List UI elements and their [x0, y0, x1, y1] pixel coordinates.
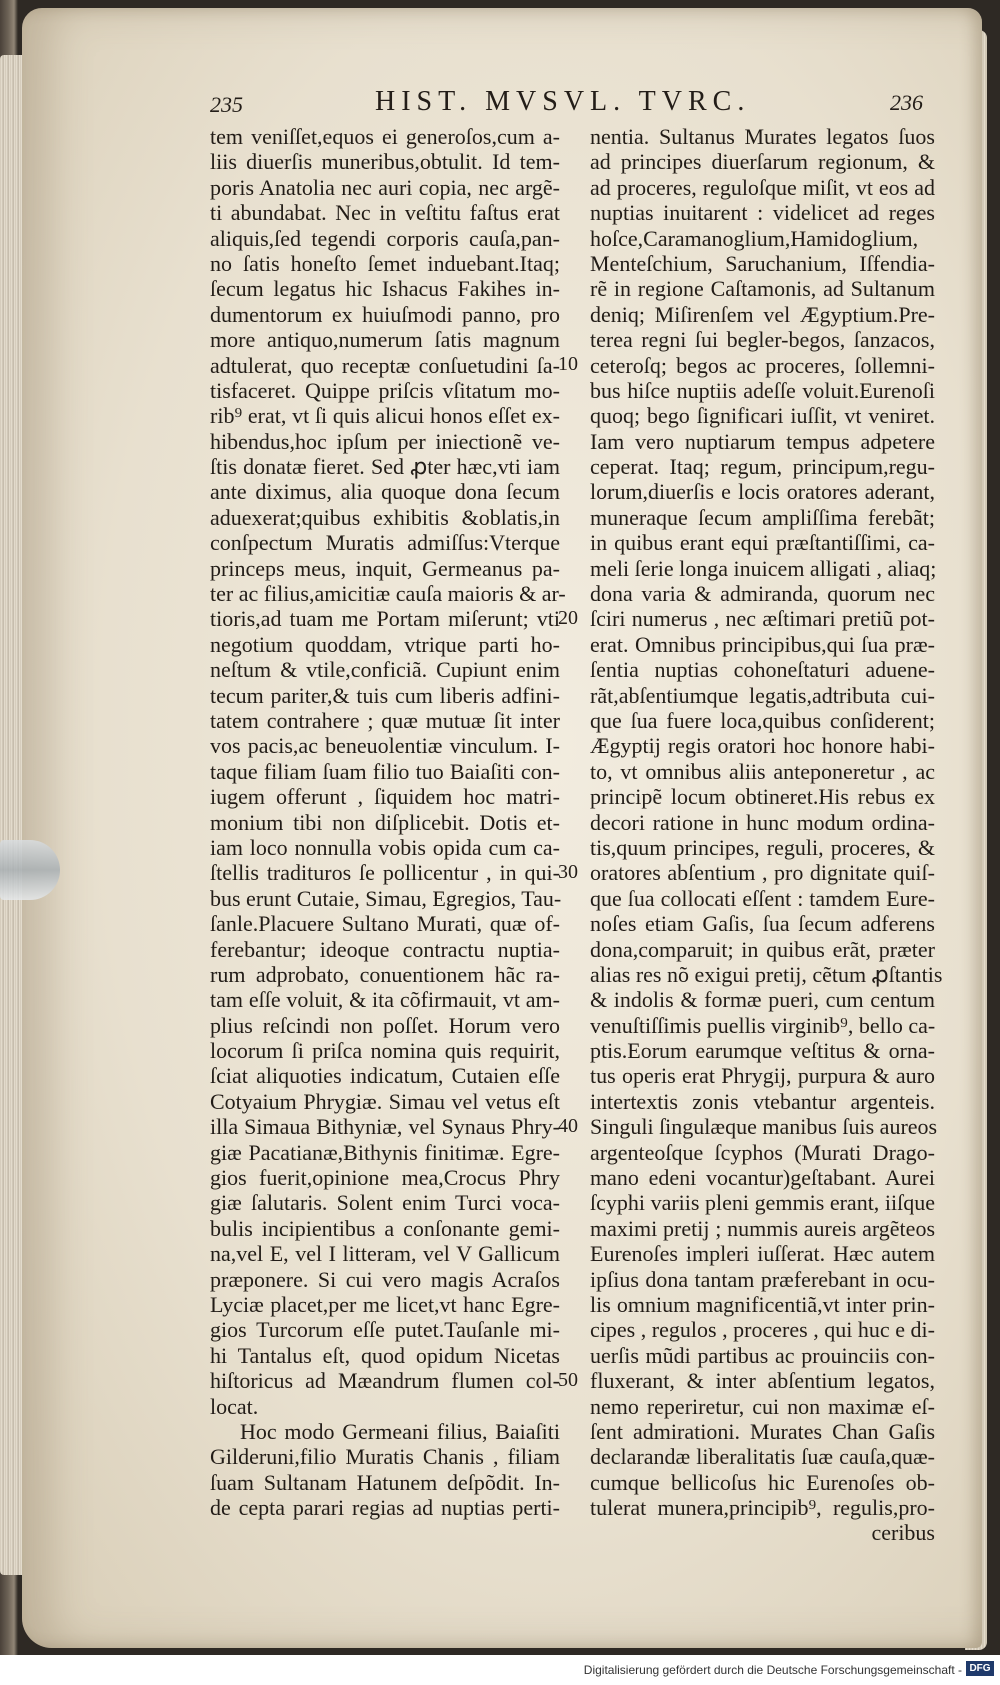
text-line: bus erunt Cutaie, Simau, Egregios, Tau- [210, 885, 562, 911]
text-line: ſtellis tradituros ſe pollicentur , in qui- [210, 860, 560, 886]
text-line: fluxerant, & inter abſentium legatos, [590, 1368, 935, 1394]
text-line: Lyciæ placet,per me licet,vt hanc Egre- [210, 1291, 560, 1317]
text-line: tem veniſſet,equos ei generoſos,cum a- [210, 124, 560, 149]
text-line: dona,comparuit; in quibus erãt, præter [590, 936, 935, 962]
text-line: alias res nõ exigui pretij, cẽtum ꝓſtantis [590, 961, 943, 987]
margin-line-number: 20 [558, 606, 578, 629]
text-line: Hoc modo Germeani filius, Baiaſiti [240, 1418, 560, 1444]
text-line: rib⁹ erat, vt ſi quis alicui honos eſſet ex- [210, 403, 560, 429]
text-line: præponere. Si cui vero magis Acraſos [210, 1266, 560, 1292]
text-line: erat. Omnibus principibus,qui ſua præ- [590, 631, 935, 657]
text-line: ſtis donatæ fieret. Sed ꝓter hæc,vti iam [210, 454, 560, 480]
text-line: in quibus erant equi præſtantiſſimi, ca- [590, 530, 935, 556]
text-line: conſpectum Muratis admiſſus:Vterque [210, 530, 560, 556]
text-line: rẽ in regione Caſtamonis, ad Sultanum [590, 276, 935, 302]
text-line: rum adprobato, conuentionem hãc ra- [210, 961, 560, 987]
text-line: tam eſſe voluit, & ita cõfirmauit, vt am- [210, 987, 560, 1013]
left-text-column [210, 124, 566, 1521]
text-line: neſtum & vtile,conficiã. Cupiunt enim [210, 657, 560, 683]
text-line: ceperat. Itaq; regum, principum,regu- [590, 454, 935, 480]
text-line: Iam vero nuptiarum tempus adpetere [590, 428, 935, 454]
margin-line-number: 10 [558, 352, 578, 375]
text-line: cipes , regulos , proceres , qui huc e di- [590, 1317, 935, 1343]
text-line: declarandæ liberalitatis ſuæ cauſa,quæ- [590, 1444, 935, 1470]
text-line: & indolis & formæ pueri, cum centum [590, 987, 935, 1013]
text-line: que ſua fuere loca,quibus conſiderent; [590, 707, 935, 733]
text-line: tisfaceret. Quippe priſcis vſitatum mo- [210, 377, 560, 403]
page-clip [0, 840, 60, 900]
margin-line-number: 30 [558, 860, 578, 883]
text-line: hibendus,hoc ipſum per iniectionẽ ve- [210, 428, 560, 454]
text-line: ceteroſq; begos ac proceres, ſollemni- [590, 352, 935, 378]
text-line: aliquis,ſed tegendi corporis cauſa,pan- [210, 225, 560, 251]
running-title: HIST. MVSVL. TVRC. [375, 86, 751, 117]
text-line: adtulerat, quo receptæ conſuetudini ſa- [210, 352, 560, 378]
text-line: liis diuerſis muneribus,obtulit. Id tem- [210, 149, 560, 175]
text-line: nuptias inuitarent : videlicet ad reges [590, 200, 935, 226]
text-line: ptis.Eorum earumque veſtitus & orna- [590, 1038, 935, 1064]
text-line: principẽ locum obtineret.His rebus ex [590, 784, 935, 810]
footer-bar [0, 1655, 1000, 1685]
text-line: quoq; bego ſignificari iuſſit, vt veniret. [590, 403, 935, 429]
text-line: hi Tantalus eſt, quod opidum Nicetas [210, 1342, 560, 1368]
text-line: hoſce,Caramanoglium,Hamidoglium, [590, 225, 919, 251]
text-line: bus hiſce nuptiis adeſſe voluit.Eurenoſi [590, 377, 935, 403]
text-line: na,vel E, vel I litteram, vel V Gallicum [210, 1241, 560, 1267]
text-line: negotium quoddam, vtrique parti ho- [210, 631, 560, 657]
text-line: gios Turcorum eſſe putet.Tauſanle mi- [210, 1317, 560, 1343]
text-line: Singuli ſingulæque manibus ſuis aureos [590, 1114, 938, 1140]
text-line: vos pacis,ac beneuolentiæ vinculum. I- [210, 733, 560, 759]
text-line: princeps meus, inquit, Germeanus pa- [210, 555, 560, 581]
text-line: no ſatis honeſto ſemet induebant.Itaq; [210, 250, 560, 276]
text-line: cumque bellicoſus hic Eurenoſes ob- [590, 1469, 935, 1495]
text-line: uerſis mũdi partibus ac prouinciis con- [590, 1342, 935, 1368]
text-line: decori ratione in hunc modum ordina- [590, 809, 935, 835]
text-line: gios fuerit,opinione mea,Crocus Phry [210, 1165, 560, 1191]
text-line: illa Simaua Bithyniæ, vel Synaus Phry- [210, 1114, 560, 1140]
text-line: tatem contrahere ; quæ mutuæ ſit inter [210, 707, 560, 733]
text-line: lorum,diuerſis e locis oratores aderant, [590, 479, 935, 505]
text-line: maximi pretij ; nummis aureis argẽteos [590, 1215, 935, 1241]
text-line: taque filiam ſuam filio tuo Baiaſiti con- [210, 758, 560, 784]
text-line: plius reſcindi non poſſet. Horum vero [210, 1012, 560, 1038]
text-line: tulerat munera,principib⁹, regulis,pro- [590, 1495, 935, 1521]
text-line: ſcyphi variis pleni gemmis erant, iiſque [590, 1190, 935, 1216]
text-line: oratores abſentium , pro dignitate quiſ- [590, 860, 935, 886]
text-line: Menteſchium, Saruchanium, Iſfendia- [590, 250, 935, 276]
text-line: hiſtoricus ad Mæandrum flumen col- [210, 1368, 560, 1394]
text-line: tecum pariter,& tuis cum liberis adfini- [210, 682, 560, 708]
text-line: Gilderuni,filio Muratis Chanis , filiam [210, 1444, 560, 1470]
text-line: intertextis zonis vtebantur argenteis. [590, 1088, 935, 1114]
text-line: de cepta parari regias ad nuptias perti- [210, 1495, 560, 1521]
text-line: monium tibi non diſplicebit. Dotis et- [210, 809, 560, 835]
text-line: giæ Pacatianæ,Bithynis finitimæ. Egre- [210, 1139, 560, 1165]
text-line: ter ac filius,amicitiæ cauſa maioris & ar- [210, 581, 566, 607]
text-line: ſentia nuptias cohoneſtaturi aduene- [590, 657, 935, 683]
text-line: meli ſerie longa inuicem alligati , aliaq; [590, 555, 937, 581]
text-line: ceribus [871, 1520, 935, 1546]
text-line: argenteoſque ſcyphos (Murati Drago- [590, 1139, 935, 1165]
text-line: ſent admirationi. Murates Chan Gaſis [590, 1418, 935, 1444]
text-line: ipſius dona tantam præferebant in ocu- [590, 1266, 935, 1292]
text-line: giæ ſalutaris. Solent enim Turci voca- [210, 1190, 560, 1216]
text-line: ſciri numerus , nec æſtimari pretiũ pot- [590, 606, 935, 632]
text-line: mano edeni vocantur)geſtabant. Aurei [590, 1165, 935, 1191]
right-text-column [590, 124, 943, 1546]
text-line: ſanle.Placuere Sultano Murati, quæ of- [210, 911, 560, 937]
text-line: to, vt omnibus aliis anteponeretur , ac [590, 758, 935, 784]
text-line: locorum ſi priſca nomina quis requirit, [210, 1038, 560, 1064]
text-line: Eurenoſes impleri iuſſerat. Hæc autem [590, 1241, 935, 1267]
text-line: tioris,ad tuam me Portam miſerunt; vti [210, 606, 560, 632]
text-line: ad proceres, reguloſque miſit, vt eos ad [590, 174, 935, 200]
text-line: terea regni ſui begler-begos, ſanzacos, [590, 327, 935, 353]
text-line: ſciat aliquoties indicatum, Cutaien eſſe [210, 1063, 560, 1089]
page-header [0, 86, 1000, 122]
text-line: ante diximus, alia quoque dona ſecum [210, 479, 560, 505]
text-line: tis,quum principes, reguli, proceres, & [590, 834, 935, 860]
text-line: ferebantur; ideoque contractu nuptia- [210, 936, 560, 962]
text-line: muneraque ſecum ampliſſima ferebãt; [590, 504, 935, 530]
text-line: dona varia & admiranda, quorum nec [590, 581, 935, 607]
text-line: Cotyaium Phrygiæ. Simau vel vetus eſt [210, 1088, 560, 1114]
text-line: deniq; Miſirenſem vel Ægyptium.Pre- [590, 301, 935, 327]
text-line: que ſua collocati eſſent : tamdem Eure- [590, 885, 935, 911]
text-line: iam loco nonnulla vobis opida cum ca- [210, 834, 560, 860]
footer-credit: Digitalisierung gefördert durch die Deutsche Forschungsgemeinschaft - [583, 1663, 962, 1677]
text-line: Ægyptij regis oratori hoc honore habi- [590, 733, 935, 759]
text-line: locat. [210, 1393, 259, 1419]
text-line: iugem offerunt , ſiquidem hoc matri- [210, 784, 560, 810]
page-number-right: 236 [890, 90, 923, 115]
text-line: venuſtiſſimis puellis virginib⁹, bello ca- [590, 1012, 936, 1038]
text-line: ti abundabat. Nec in veſtitu faſtus erat [210, 200, 560, 226]
margin-line-number: 40 [558, 1114, 578, 1137]
text-line: dumentorum ex huiuſmodi panno, pro [210, 301, 560, 327]
text-line: bulis incipientibus a conſonante gemi- [210, 1215, 560, 1241]
text-line: more antiquo,numerum ſatis magnum [210, 327, 560, 353]
text-line: poris Anatolia nec auri copia, nec argẽ- [210, 174, 560, 200]
text-line: lis omnium magnificentiã,vt inter prin- [590, 1291, 935, 1317]
text-line: ad principes diuerſarum regionum, & [590, 149, 935, 175]
page-number-left: 235 [210, 92, 243, 117]
text-line: noſes etiam Gaſis, ſua ſecum adferens [590, 911, 935, 937]
text-line: tus operis erat Phrygij, purpura & auro [590, 1063, 935, 1089]
text-line: ſuam Sultanam Hatunem deſpõdit. In- [210, 1469, 560, 1495]
text-line: aduexerat;quibus exhibitis &oblatis,in [210, 504, 560, 530]
dfg-logo-icon: DFG [966, 1661, 994, 1676]
text-line: nemo reperiretur, cui non maximæ eſ- [590, 1393, 935, 1419]
text-line: nentia. Sultanus Murates legatos ſuos [590, 124, 935, 149]
text-line: ſecum legatus hic Ishacus Fakihes in- [210, 276, 560, 302]
text-line: rãt,abſentiumque legatis,adtributa cui- [590, 682, 935, 708]
margin-line-number: 50 [558, 1368, 578, 1391]
